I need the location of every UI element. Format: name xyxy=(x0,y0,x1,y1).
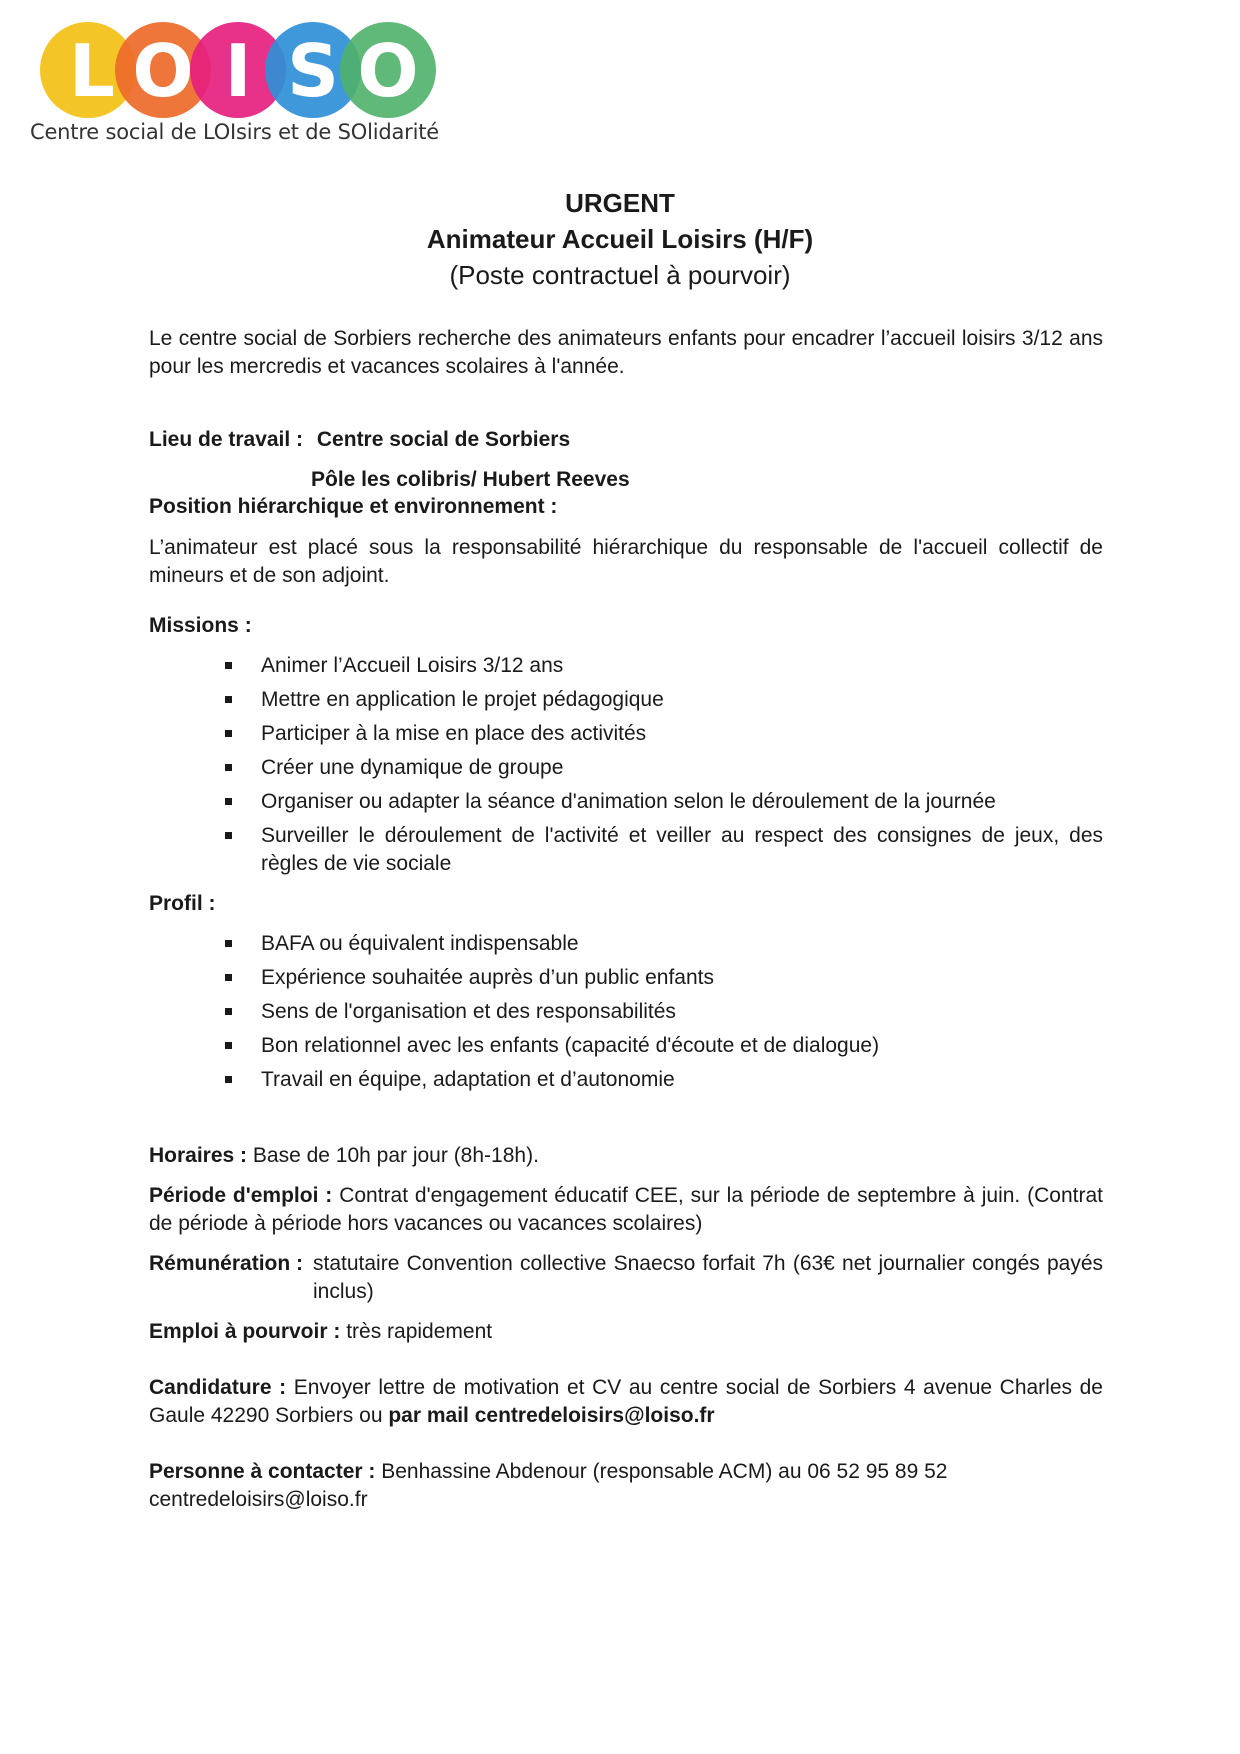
intro-paragraph: Le centre social de Sorbiers recherche des animateurs enfants pour encadrer l’accueil loisirs 3/12 ans pour les mercredis et vacances scolaires à l'année. xyxy=(149,327,1103,378)
emploi-label: Emploi à pourvoir : xyxy=(149,1320,341,1343)
contact-line xyxy=(149,1458,1103,1486)
bullet-icon xyxy=(225,662,232,669)
horaires-label: Horaires : xyxy=(149,1144,248,1167)
lieu-value-1: Centre social de Sorbiers xyxy=(316,428,571,451)
emploi-text: très rapidement xyxy=(346,1320,493,1343)
periode-label: Période d'emploi : xyxy=(149,1184,333,1207)
horaires-line xyxy=(149,1142,1103,1170)
logo-letter-o2: O xyxy=(357,29,419,113)
position-label: Position hiérarchique et environnement : xyxy=(149,495,558,518)
bullet-icon xyxy=(225,764,232,771)
profil-item: Sens de l'organisation et des responsabilités xyxy=(149,998,1103,1026)
contact-label: Personne à contacter : xyxy=(149,1460,376,1483)
logo-letter-l: L xyxy=(69,29,115,113)
profil-list xyxy=(149,930,1103,1094)
mission-item: Participer à la mise en place des activités xyxy=(149,720,1103,748)
profil-item: Travail en équipe, adaptation et d’autonomie xyxy=(149,1066,1103,1094)
bullet-icon xyxy=(225,1008,232,1015)
contact-email[interactable]: centredeloisirs@loiso.fr xyxy=(149,1488,368,1511)
horaires-text: Base de 10h par jour (8h-18h). xyxy=(252,1144,539,1167)
lieu-line-2 xyxy=(311,466,630,494)
missions-list xyxy=(149,652,1103,878)
bullet-icon xyxy=(225,832,232,839)
remuneration-label: Rémunération : xyxy=(149,1252,304,1275)
candidature-mail[interactable]: par mail centredeloisirs@loiso.fr xyxy=(388,1404,715,1427)
bullet-icon xyxy=(225,798,232,805)
urgent-heading: URGENT xyxy=(565,188,675,218)
job-subtitle: (Poste contractuel à pourvoir) xyxy=(449,260,791,290)
mission-item: Mettre en application le projet pédagogique xyxy=(149,686,1103,714)
periode-text: Contrat d'engagement éducatif CEE, sur la période de septembre à juin. (Contrat de période à période hors vacances ou vacances scolaires) xyxy=(149,1184,1103,1235)
lieu-line-1 xyxy=(149,426,1103,454)
mission-item: Organiser ou adapter la séance d'animation selon le déroulement de la journée xyxy=(149,788,1103,816)
bullet-icon xyxy=(225,1042,232,1049)
bullet-icon xyxy=(225,940,232,947)
mission-item: Surveiller le déroulement de l'activité et veiller au respect des consignes de jeux, des règles de vie sociale xyxy=(149,822,1103,878)
lieu-label: Lieu de travail : xyxy=(149,428,304,451)
candidature-text: Envoyer lettre de motivation et CV au centre social de Sorbiers 4 avenue Charles de Gaule 42290 Sorbiers ou xyxy=(149,1376,1103,1427)
candidature-label: Candidature : xyxy=(149,1376,287,1399)
profil-item: Bon relationnel avec les enfants (capacité d'écoute et de dialogue) xyxy=(149,1032,1103,1060)
profil-item: Expérience souhaitée auprès d’un public enfants xyxy=(149,964,1103,992)
title-block xyxy=(0,185,1240,293)
position-text: L’animateur est placé sous la responsabilité hiérarchique du responsable de l'accueil collectif de mineurs et de son adjoint. xyxy=(149,536,1103,587)
bullet-icon xyxy=(225,974,232,981)
remuneration-text: statutaire Convention collective Snaecso forfait 7h (63€ net journalier congés payés inclus) xyxy=(313,1252,1103,1303)
logo-letter-o: O xyxy=(132,29,194,113)
periode-line xyxy=(149,1182,1103,1238)
mission-item: Animer l’Accueil Loisirs 3/12 ans xyxy=(149,652,1103,680)
mission-item: Créer une dynamique de groupe xyxy=(149,754,1103,782)
contact-text: Benhassine Abdenour (responsable ACM) au 06 52 95 89 52 xyxy=(381,1460,948,1483)
emploi-line xyxy=(149,1318,1103,1346)
logo-letter-i: I xyxy=(224,29,252,113)
profil-item: BAFA ou équivalent indispensable xyxy=(149,930,1103,958)
profil-label: Profil : xyxy=(149,892,216,915)
job-title: Animateur Accueil Loisirs (H/F) xyxy=(426,224,814,254)
missions-label: Missions : xyxy=(149,614,252,637)
bullet-icon xyxy=(225,696,232,703)
bullet-icon xyxy=(225,1076,232,1083)
bullet-icon xyxy=(225,730,232,737)
candidature-line xyxy=(149,1374,1103,1430)
lieu-value-2: Pôle les colibris/ Hubert Reeves xyxy=(311,468,630,491)
remuneration-line xyxy=(149,1250,1103,1306)
logo-letter-s: S xyxy=(287,29,339,113)
logo-tagline: Centre social de LOIsirs et de SOlidarité xyxy=(30,120,439,144)
